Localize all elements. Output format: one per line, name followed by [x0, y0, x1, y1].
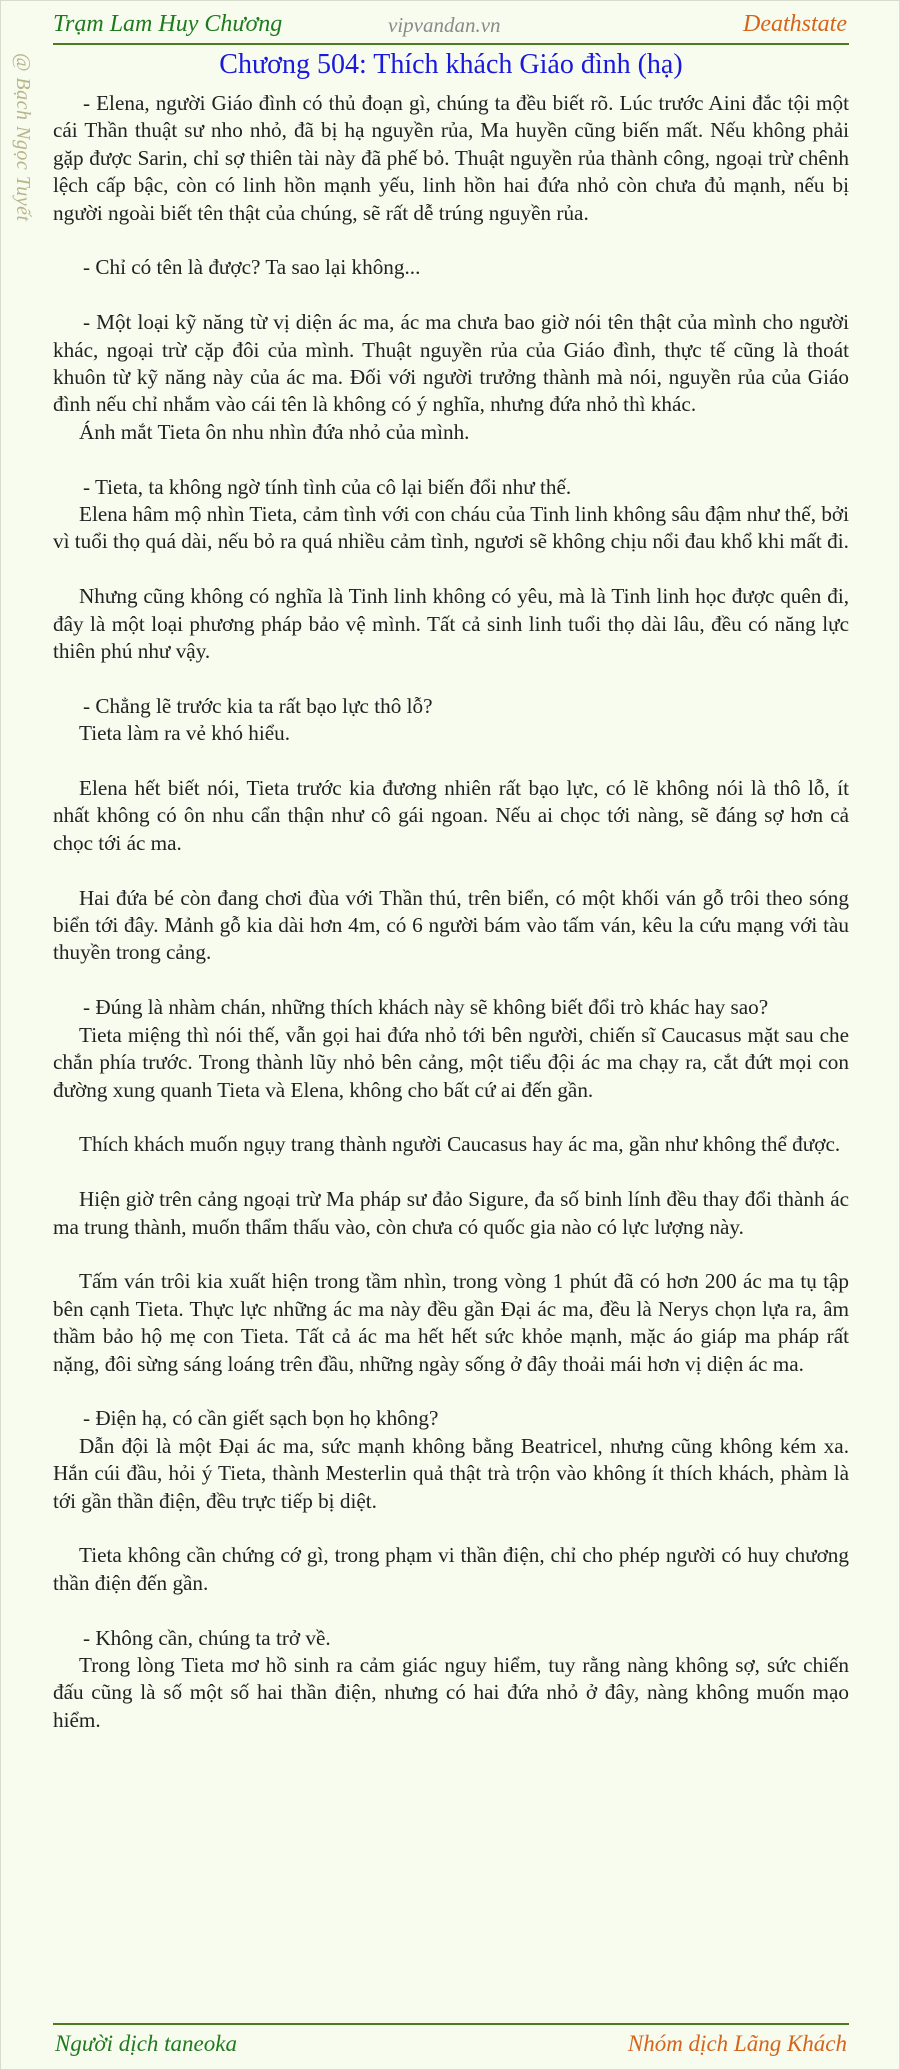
paragraph: - Chẳng lẽ trước kia ta rất bạo lực thô lỗ? [83, 693, 433, 718]
paragraph: - Một loại kỹ năng từ vị diện ác ma, ác ma chưa bao giờ nói tên thật của mình cho người khác, ngoại trừ cặp đôi của mình. Thuật nguyền rủa của Giáo đình, thực tế cũng là thoát khuôn từ kỹ năng này của ác ma. Đối với người trưởng thành mà nói, nguyền rủa của Giáo đình nếu chỉ nhắm vào cái tên là không có ý nghĩa, nhưng đứa nhỏ thì khác. [53, 310, 849, 417]
paragraph: Ánh mắt Tieta ôn nhu nhìn đứa nhỏ của mình. [79, 419, 470, 444]
paragraph: Tieta làm ra vẻ khó hiểu. [79, 721, 291, 746]
paragraph: Dẫn đội là một Đại ác ma, sức mạnh không bằng Beatricel, nhưng cũng không kém xa. Hắn cúi đầu, hỏi ý Tieta, thành Mesterlin quả thật trà trộn vào không ít thích khách, phàm là tới gần thần điện, đều trực tiếp bị diệt. [53, 1433, 849, 1513]
paragraph: Elena hết biết nói, Tieta trước kia đương nhiên rất bạo lực, có lẽ không nói là thô lỗ, ít nhất không có ôn nhu cẩn thận như cô gái ngoan. Nếu ai chọc tới nàng, sẽ đáng sợ hơn cả chọc tới ác ma. [53, 776, 849, 855]
header-book-title: Deathstate [743, 11, 847, 37]
paragraph: Tieta miệng thì nói thế, vẫn gọi hai đứa nhỏ tới bên người, chiến sĩ Caucasus mặt sau che chắn phía trước. Trong thành lũy nhỏ bên cảng, một tiểu đội ác ma chạy ra, cắt đứt mọi con đường xung quanh Tieta và Elena, không cho bất cứ ai đến gần. [53, 1022, 849, 1102]
paragraph: Thích khách muốn ngụy trang thành người Caucasus hay ác ma, gần như không thể được. [79, 1132, 841, 1157]
paragraph: Hiện giờ trên cảng ngoại trừ Ma pháp sư đảo Sigure, đa số binh lính đều thay đổi thành ác ma trung thành, muốn thẩm thấu vào, còn chưa có quốc gia nào có lực lượng này. [53, 1187, 849, 1239]
footer-group: Nhóm dịch Lãng Khách [627, 2031, 847, 2056]
chapter-body [53, 90, 849, 1734]
footer-translator: Người dịch taneoka [55, 2031, 237, 2056]
paragraph: Hai đứa bé còn đang chơi đùa với Thần thú, trên biển, có một khối ván gỗ trôi theo sóng biển tới đây. Mảnh gỗ kia dài hơn 4m, có 6 người bám vào tấm ván, kêu la cứu mạng với tàu thuyền trong cảng. [53, 885, 849, 965]
side-credit: @ Bạch Ngọc Tuyết [12, 53, 34, 222]
paragraph: - Chỉ có tên là được? Ta sao lại không... [83, 255, 421, 280]
page-header [53, 9, 849, 45]
paragraph: Trong lòng Tieta mơ hồ sinh ra cảm giác nguy hiểm, tuy rằng nàng không sợ, sức chiến đấu cũng là số một số hai thần điện, nhưng có hai đứa nhỏ ở đây, nàng không muốn mạo hiểm. [53, 1652, 849, 1732]
paragraph: - Elena, người Giáo đình có thủ đoạn gì, chúng ta đều biết rõ. Lúc trước Aini đắc tội một cái Thần thuật sư nho nhỏ, đã bị hạ nguyền rủa, Ma huyền cũng biến mất. Nếu không phải gặp được Sarin, chỉ sợ thiên tài này đã phế bỏ. Thuật nguyền rủa thành công, ngoại trừ chênh lệch cấp bậc, còn có linh hồn mạnh yếu, linh hồn hai đứa nhỏ còn chưa đủ mạnh, nếu bị người ngoài biết tên thật của chúng, sẽ rất dễ trúng nguyền rủa. [53, 91, 849, 225]
header-domain: vipvandan.vn [388, 13, 501, 37]
page-footer [53, 2023, 849, 2061]
paragraph: - Tieta, ta không ngờ tính tình của cô lại biến đổi như thế. [83, 474, 572, 499]
paragraph: Tieta không cần chứng cớ gì, trong phạm vi thần điện, chỉ cho phép người có huy chương thần điện đến gần. [53, 1543, 849, 1595]
paragraph: Nhưng cũng không có nghĩa là Tinh linh không có yêu, mà là Tinh linh học được quên đi, đây là một loại phương pháp bảo vệ mình. Tất cả sinh linh tuổi thọ dài lâu, đều có năng lực thiên phú như vậy. [53, 584, 849, 664]
paragraph: - Không cần, chúng ta trở về. [83, 1625, 331, 1650]
paragraph: - Đúng là nhàm chán, những thích khách này sẽ không biết đổi trò khác hay sao? [83, 995, 769, 1020]
paragraph: Tấm ván trôi kia xuất hiện trong tầm nhìn, trong vòng 1 phút đã có hơn 200 ác ma tụ tập bên cạnh Tieta. Thực lực những ác ma này đều gần Đại ác ma, đều là Nerys chọn lựa ra, âm thầm bảo hộ mẹ con Tieta. Tất cả ác ma hết hết sức khỏe mạnh, mặc áo giáp ma pháp rất nặng, đôi sừng sáng loáng trên đầu, những ngày sống ở đây thoải mái hơn vị diện ác ma. [53, 1269, 849, 1376]
paragraph: Elena hâm mộ nhìn Tieta, cảm tình với con cháu của Tinh linh không sâu đậm như thế, bởi vì tuổi thọ quá dài, nếu bỏ ra quá nhiều cảm tình, ngươi sẽ không chịu nổi đau khổ khi mất đi. [53, 502, 849, 554]
paragraph: - Điện hạ, có cần giết sạch bọn họ không? [83, 1406, 439, 1431]
chapter-title: Chương 504: Thích khách Giáo đình (hạ) [219, 49, 683, 80]
header-site-name: Trạm Lam Huy Chương [53, 11, 283, 37]
